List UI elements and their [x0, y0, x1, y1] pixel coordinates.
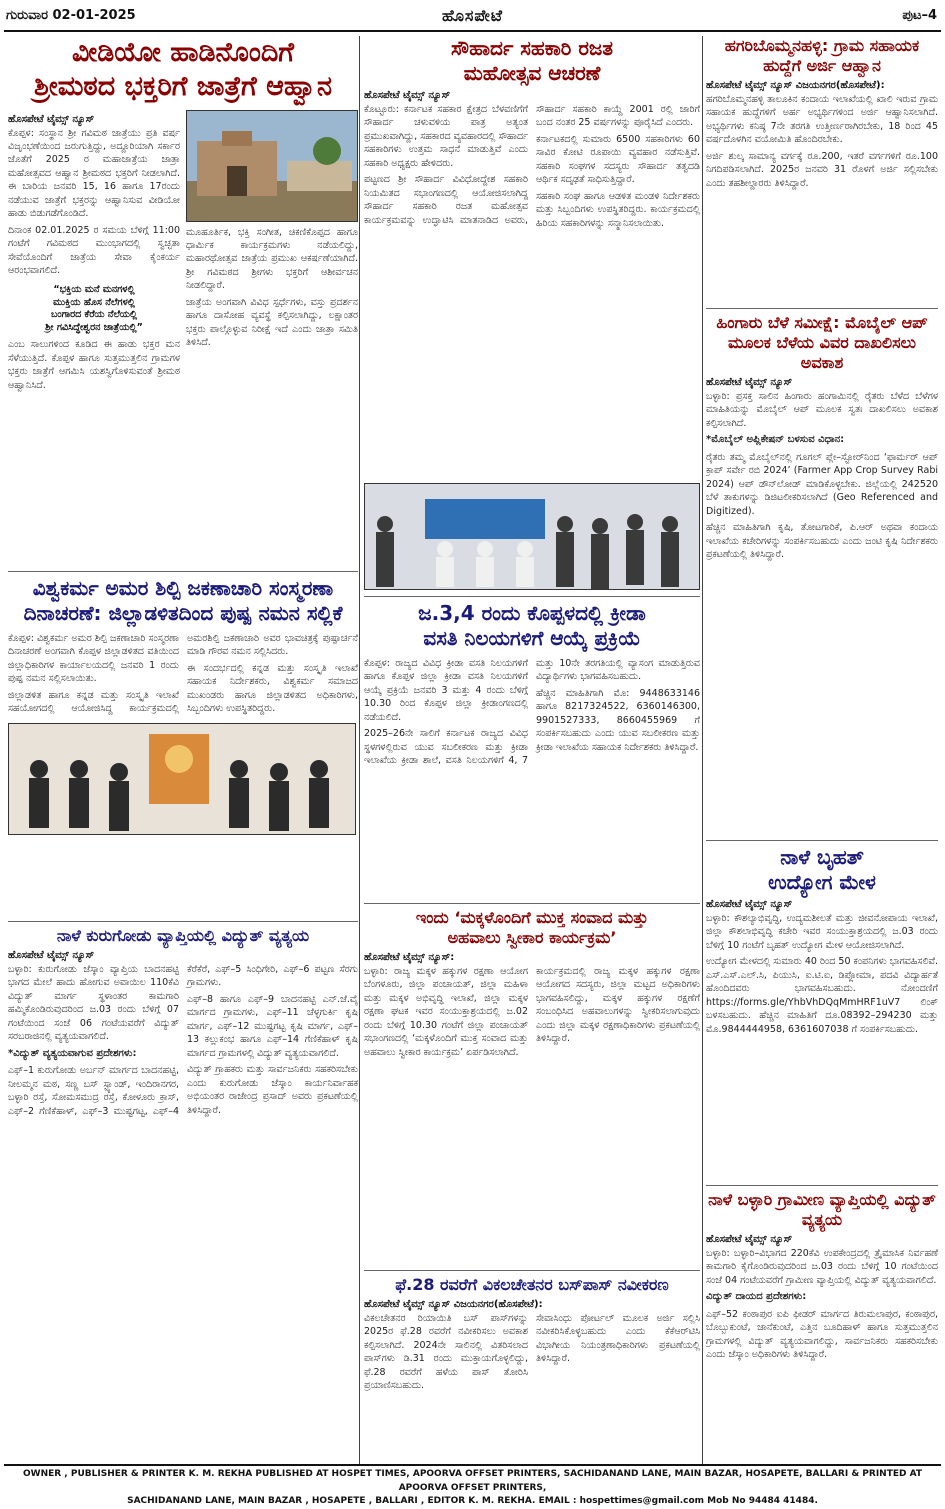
story-sports-hostel — [364, 601, 700, 904]
byline: ಹೊಸಪೇಟೆ ಟೈಮ್ಸ್ ನ್ಯೂಸ್ — [8, 113, 95, 125]
paragraph: ಕರ್ನಾಟಕದಲ್ಲಿ ಸುಮಾರು 6500 ಸಹಕಾರಿಗಳು 60 ಸಾವಿರ ಕೋಟಿ ರೂಪಾಯಿ ವ್ಯವಹಾರ ನಡೆಸುತ್ತಿವೆ. ಸಹಕಾರಿ ಸಂಘಗಳ ಸದಸ್ಯರು ಸೌಹಾರ್ದ ತತ್ವದಡಿ ಆರ್ಥಿಕ ಸದೃಢತೆ ಸಾಧಿಸುತ್ತಿದ್ದಾರೆ. — [536, 133, 700, 186]
paragraph: ವಿಕಲಚೇತನರ ರಿಯಾಯಿತಿ ಬಸ್ ಪಾಸ್‌ಗಳನ್ನು 2025ರ ಫೆ.28 ರವರೆಗೆ ನವೀಕರಿಸಲು ಅವಕಾಶ ಕಲ್ಪಿಸಲಾಗಿದೆ. 2024ನೇ ಸಾಲಿನಲ್ಲಿ ವಿತರಿಸಲಾದ ಪಾಸ್‌ಗಳು ಡಿ.31 ರಂದು ಮುಕ್ತಾಯಗೊಳ್ಳಲಿದ್ದು, ಫೆ.28 ರವರೆಗೆ ಹಳೆಯ ಪಾಸ್ ತೋರಿಸಿ ಪ್ರಯಾಣಿಸಬಹುದು. — [364, 1313, 528, 1392]
article-body — [364, 1312, 700, 1393]
story-video-song — [8, 36, 358, 572]
byline: ಹೊಸಪೇಟೆ ಟೈಮ್ಸ್ ನ್ಯೂಸ್ — [8, 950, 95, 961]
story-crop-survey — [706, 313, 938, 841]
paragraph: ಬಳ್ಳಾರಿ: ಕೌಶಲ್ಯಾಭಿವೃದ್ಧಿ, ಉದ್ಯಮಶೀಲತೆ ಮತ್ತು ಜೀವನೋಪಾಯ ಇಲಾಖೆ, ಜಿಲ್ಲಾ ಕೌಶಲಾಭಿವೃದ್ಧಿ ಕಚೇರಿ ಇವರ ಸಂಯುಕ್ತಾಶ್ರಯದಲ್ಲಿ ಜ.03 ರಂದು ಬೆಳಿಗ್ಗೆ 10 ಗಂಟೆಗೆ ಬೃಹತ್ ಉದ್ಯೋಗ ಮೇಳ ಆಯೋಜಿಸಲಾಗಿದೆ. — [706, 913, 938, 951]
byline: ಹೊಸಪೇಟೆ ಟೈಮ್ಸ್ ನ್ಯೂಸ್ ವಿಜಯನಗರ(ಹೊಸಪೇಟೆ): — [364, 1299, 543, 1310]
paragraph: ಜಿಲ್ಲಾಡಳಿತ ಹಾಗೂ ಕನ್ನಡ ಮತ್ತು ಸಂಸ್ಕೃತಿ ಇಲಾಖೆ ಸಹಯೋಗದಲ್ಲಿ ಆಯೋಜಿಸಿದ್ದ ಕಾರ್ಯಕ್ರಮದಲ್ಲಿ ಅಮರಶಿಲ್ಪಿ ಜಕಣಾಚಾರಿ ಅವರ ಭಾವಚಿತ್ರಕ್ಕೆ ಪುಷ್ಪಾರ್ಚನೆ ಮಾಡಿ ಗೌರವ ನಮನ ಸಲ್ಲಿಸಿದರು. — [8, 633, 358, 715]
column-divider — [359, 36, 360, 1464]
paragraph: ಈ ಸಂದರ್ಭದಲ್ಲಿ ಕನ್ನಡ ಮತ್ತು ಸಂಸ್ಕೃತಿ ಇಲಾಖೆ ಸಹಾಯಕ ನಿರ್ದೇಶಕರು, ವಿಶ್ವಕರ್ಮ ಸಮಾಜದ ಮುಖಂಡರು ಹಾಗೂ ಜಿಲ್ಲಾಡಳಿತದ ಅಧಿಕಾರಿಗಳು, ಸಿಬ್ಬಂದಿಗಳು ಉಪಸ್ಥಿತರಿದ್ದರು. — [187, 662, 358, 715]
paragraph: ಬಳ್ಳಾರಿ: ಬಳ್ಳಾರಿ–ವಿಭಾಗದ 220ಕೆವಿ ಉಪಕೇಂದ್ರದಲ್ಲಿ ತ್ರೈಮಾಸಿಕ ನಿರ್ವಹಣೆ ಕಾಮಗಾರಿ ಕೈಗೊಂಡಿರುವುದರಿಂದ ಜ.03 ರಂದು ಬೆಳಿಗ್ಗೆ 10 ಗಂಟೆಯಿಂದ ಸಂಜೆ 04 ಗಂಟೆಯವರೆಗೆ ಗ್ರಾಮೀಣ ವ್ಯಾಪ್ತಿಯಲ್ಲಿ ವಿದ್ಯುತ್ ವ್ಯತ್ಯಯವಾಗಲಿದೆ. — [706, 1248, 938, 1286]
paragraph: ರೈತರು ತಮ್ಮ ಮೊಬೈಲ್‌ನಲ್ಲಿ ಗೂಗಲ್ ಪ್ಲೇ–ಸ್ಟೋರ್‌ನಿಂದ ‘ಫಾರ್ಮರ್ ಆಪ್ ಕ್ರಾಪ್ ಸರ್ವೇ ರಬಿ 2024’ (Farmer App Crop Survey Rabi 2024) ಆಪ್ ಡೌನ್‌ಲೋಡ್ ಮಾಡಿಕೊಳ್ಳಬೇಕು. ಜಿಲ್ಲೆಯಲ್ಲಿ 242520 ಬೆಳೆ ತಾಕುಗಳನ್ನು ಡಿಜಿಟಲೀಕರಿಸಲಾಗಿದೆ (Geo Referenced and Digitized). — [706, 451, 938, 517]
article-body — [706, 1247, 938, 1365]
lyric-line: ಶ್ರೀ ಗವಿಸಿದ್ಧೇಶ್ವರನ ಜಾತ್ರೆಯಲ್ಲಿ” — [45, 322, 143, 334]
subheading: ವಿದ್ಯುತ್ ದಾಯದ ಪ್ರದೇಶಗಳು: — [706, 1291, 807, 1303]
paragraph: ಸಹಕಾರಿ ಸಂಘ ಹಾಗೂ ಆಡಳಿತ ಮಂಡಳಿ ನಿರ್ದೇಶಕರು ಮತ್ತು ಸಿಬ್ಬಂದಿಗಳು ಉಪಸ್ಥಿತರಿದ್ದರು. ಕಾರ್ಯಕ್ರಮದಲ್ಲಿ ಹಿರಿಯ ಸಹಕಾರಿಗಳನ್ನು ಸನ್ಮಾನಿಸಲಾಯಿತು. — [536, 190, 700, 229]
lyric-line: “ಭಕ್ತಿಯ ಮನೆ ಮನಗಳಲ್ಲಿ — [53, 283, 135, 295]
paragraph: ಬಳ್ಳಾರಿ: ಕುರುಗೋಡು ಜೆಸ್ಕಾಂ ವ್ಯಾಪ್ತಿಯ ಬಾದನಹಟ್ಟಿ ಭಾಗದ ಮೇಲೆ ಹಾದು ಹೋಗುವ ಅವಾಯಿಲ 110ಕೆವಿ ವಿದ್ಯುತ್ ಮಾರ್ಗ ಸ್ಥಳಾಂತರ ಕಾಮಗಾರಿ ಹಮ್ಮಿಕೊಂಡಿರುವುದರಿಂದ ಜ.03 ರಂದು ಬೆಳಿಗ್ಗೆ 07 ಗಂಟೆಯಿಂದ ಸಂಜೆ 06 ಗಂಟೆಯವರೆಗೆ ವಿದ್ಯುತ್ ಸರಬರಾಜಿನಲ್ಲಿ ವ್ಯತ್ಯಯವಾಗಲಿದೆ. — [8, 964, 179, 1043]
paragraph: ಕಾರ್ಯಕ್ರಮದಲ್ಲಿ ರಾಜ್ಯ ಮಕ್ಕಳ ಹಕ್ಕುಗಳ ರಕ್ಷಣಾ ಆಯೋಗದ ಸದಸ್ಯರು, ಜಿಲ್ಲಾ ಮಟ್ಟದ ಅಧಿಕಾರಿಗಳು ಭಾಗವಹಿಸಲಿದ್ದು, ಮಕ್ಕಳ ಹಕ್ಕುಗಳ ರಕ್ಷಣೆಗೆ ಸಂಬಂಧಿಸಿದ ಅಹವಾಲುಗಳನ್ನು ಸ್ವೀಕರಿಸಲಾಗುವುದು ಎಂದು ಜಿಲ್ಲಾ ಮಕ್ಕಳ ರಕ್ಷಣಾಧಿಕಾರಿಗಳು ಪ್ರಕಟಣೆಯಲ್ಲಿ ತಿಳಿಸಿದ್ದಾರೆ. — [536, 966, 700, 1045]
article-body — [364, 657, 700, 768]
paragraph: ಎಫ್–52 ಕಂಠಾಪುರ ಐಪಿ ಫೀಡರ್ ಮಾರ್ಗದ ತಿರುಮಲಾಪುರ, ಕಂಠಾಪುರ, ಬೊಬ್ಬುಕುಂಟೆ, ಜಾನೆಕುಂಟೆ, ಎತ್ತಿನ ಬೂದಿಹಾಳ್ ಹಾಗೂ ಸುತ್ತಮುತ್ತಲಿನ ಗ್ರಾಮಗಳಲ್ಲಿ ವಿದ್ಯುತ್ ವ್ಯತ್ಯಯವಾಗಲಿದ್ದು, ಸಾರ್ವಜನಿಕರು ಸಹಕರಿಸಬೇಕು ಎಂದು ಜೆಸ್ಕಾಂ ಅಧಿಕಾರಿಗಳು ತಿಳಿಸಿದ್ದಾರೆ. — [706, 1308, 938, 1361]
headline: ಅಹವಾಲು ಸ್ವೀಕಾರ ಕಾರ್ಯಕ್ರಮ’ — [447, 928, 617, 947]
temple-gate-photo — [186, 110, 358, 222]
article-body — [8, 632, 358, 717]
imprint-footer — [4, 1464, 941, 1506]
paragraph: 2025–26ನೇ ಸಾಲಿಗೆ ಕರ್ನಾಟಕ ರಾಜ್ಯದ ವಿವಿಧ ಸ್ಥಳಗಳಲ್ಲಿರುವ ಯುವ ಸಬಲೀಕರಣ ಮತ್ತು ಕ್ರೀಡಾ ಇಲಾಖೆಯ ಕ್ರೀಡಾ ಶಾಲೆ, ವಸತಿ ನಿಲಯಗಳಿಗೆ 4, 7 ಮತ್ತು 10ನೇ ತರಗತಿಯಲ್ಲಿ ವ್ಯಾಸಂಗ ಮಾಡುತ್ತಿರುವ ವಿದ್ಯಾರ್ಥಿಗಳು ಭಾಗವಹಿಸಬಹುದು. — [364, 658, 700, 767]
song-lyrics — [8, 284, 180, 335]
imprint-line: SACHIDANAND LANE, MAIN BAZAR , HOSAPETE , BALLARI , EDITOR K. M. REKHA. EMAIL : hospettimes@gmail.com Mob No 94484 41484. — [127, 1496, 818, 1506]
paragraph: ಹೆಚ್ಚಿನ ಮಾಹಿತಿಗಾಗಿ ಮೊ: 9448633146 ಹಾಗೂ 8217324522, 6360146300, 9901527333, 8660455969 ಗೆ ಸಂಪರ್ಕಿಸಬಹುದು ಎಂದು ಯುವ ಸಬಲೀಕರಣ ಮತ್ತು ಕ್ರೀಡಾ ಇಲಾಖೆಯ ಸಹಾಯಕ ನಿರ್ದೇಶಕರು ತಿಳಿಸಿದ್ದಾರೆ. — [536, 687, 700, 753]
paragraph: ಹಗರಿಬೊಮ್ಮನಹಳ್ಳಿ ತಾಲೂಕಿನ ಕಂದಾಯ ಇಲಾಖೆಯಲ್ಲಿ ಖಾಲಿ ಇರುವ ಗ್ರಾಮ ಸಹಾಯಕ ಹುದ್ದೆಗಳಿಗೆ ಅರ್ಹ ಅಭ್ಯರ್ಥಿಗಳಿಂದ ಅರ್ಜಿ ಆಹ್ವಾನಿಸಲಾಗಿದೆ. ಅಭ್ಯರ್ಥಿಗಳು ಕನಿಷ್ಠ 7ನೇ ತರಗತಿ ಉತ್ತೀರ್ಣರಾಗಿರಬೇಕು, 18 ರಿಂದ 45 ವರ್ಷದೊಳಗಿನ ವಯೋಮಿತಿ ಹೊಂದಿರಬೇಕು. — [706, 94, 938, 146]
paragraph: ದಿನಾಂಕ 02.01.2025 ರ ಸಮಯ ಬೆಳಿಗ್ಗೆ 11:00 ಗಂಟೆಗೆ ಗವಿಮಠದ ಮುಂಭಾಗದಲ್ಲಿ ಸ್ವಚ್ಛತಾ ಸೇವೆಯೊಂದಿಗೆ ಜಾತ್ರೆಯ ಸೇವಾ ಕೈಂಕರ್ಯ ಆರಂಭವಾಗಲಿದೆ. — [8, 224, 180, 277]
headline: ವಸತಿ ನಿಲಯಗಳಿಗೆ ಆಯ್ಕೆ ಪ್ರಕ್ರಿಯೆ — [423, 626, 641, 650]
article-body — [364, 965, 700, 1059]
article-body — [8, 127, 180, 281]
column-center — [364, 36, 700, 1460]
paragraph: ಎಂಬ ಸಾಲುಗಳಿಂದ ಕೂಡಿದ ಈ ಹಾಡು ಭಕ್ತರ ಮನ ಸೆಳೆಯುತ್ತಿದೆ. ಕೊಪ್ಪಳ ಹಾಗೂ ಸುತ್ತಮುತ್ತಲಿನ ಗ್ರಾಮಗಳ ಭಕ್ತರು ಜಾತ್ರೆಗೆ ಆಗಮಿಸಿ ಯಶಸ್ವಿಗೊಳಿಸುವಂತೆ ಶ್ರೀಮಠ ಆಹ್ವಾನಿಸಿದೆ. — [8, 339, 180, 391]
paragraph: ಉದ್ಯೋಗ ಮೇಳದಲ್ಲಿ ಸುಮಾರು 40 ರಿಂದ 50 ಕಂಪನಿಗಳು ಭಾಗವಹಿಸಲಿವೆ. ಎಸ್.ಎಸ್.ಎಲ್.ಸಿ, ಪಿಯುಸಿ, ಐ.ಟಿ.ಐ, ಡಿಪ್ಲೋಮಾ, ಪದವಿ ವಿದ್ಯಾರ್ಹತೆ ಹೊಂದಿದವರು ಭಾಗವಹಿಸಬಹುದು. ನೋಂದಣಿಗೆ https://forms.gle/YhbVhDQqMmHRF1uV7 ಲಿಂಕ್ ಬಳಸಬಹುದು. ಹೆಚ್ಚಿನ ಮಾಹಿತಿಗೆ ದೂ.08392–294230 ಮತ್ತು ಮೊ.9844444958, 6361607038 ಗೆ ಸಂಪರ್ಕಿಸಬಹುದು. — [706, 956, 938, 1035]
byline: ಹೊಸಪೇಟೆ ಟೈಮ್ಸ್ ನ್ಯೂಸ್ — [706, 377, 793, 388]
paragraph: ಎಫ್–8 ಹಾಗೂ ಎಫ್–9 ಬಾದನಹಟ್ಟಿ ಎನ್.ಜೆ.ವೈ ಮಾರ್ಗದ ಗ್ರಾಮಗಳು, ಎಫ್–11 ಚೆಳ್ಳಗುರ್ಕಿ ಕೃಷಿ ಮಾರ್ಗ, ಎಫ್–12 ಮುಷ್ಟಗಟ್ಟ ಕೃಷಿ ಮಾರ್ಗ, ಎಫ್–13 ಕಲ್ಲುಕಂಭ ಹಾಗೂ ಎಫ್–14 ಗೆಣಿಕೆಹಾಳ್ ಕೃಷಿ ಮಾರ್ಗದ ಗ್ರಾಮಗಳಲ್ಲಿ ವಿದ್ಯುತ್ ವ್ಯತ್ಯಯವಾಗಲಿದೆ. — [187, 993, 358, 1059]
article-body — [706, 912, 938, 1039]
headline: ಮಹೋತ್ಸವ ಆಚರಣೆ — [463, 61, 601, 85]
headline: ನಾಳೆ ಬಳ್ಳಾರಿ ಗ್ರಾಮೀಣ ವ್ಯಾಪ್ತಿಯಲ್ಲಿ ವಿದ್ಯುತ್ ವ್ಯತ್ಯಯ — [708, 1190, 936, 1229]
paragraph: ಬಳ್ಳಾರಿ: ಪ್ರಸಕ್ತ ಸಾಲಿನ ಹಿಂಗಾರು ಹಂಗಾಮಿನಲ್ಲಿ ರೈತರು ಬೆಳೆದ ಬೆಳೆಗಳ ಮಾಹಿತಿಯನ್ನು ಮೊಬೈಲ್ ಆಪ್ ಮೂಲಕ ಸ್ವತಃ ದಾಖಲಿಸಲು ಅವಕಾಶ ಕಲ್ಪಿಸಲಾಗಿದೆ. — [706, 391, 938, 429]
story-children-dialogue — [364, 908, 700, 1271]
article-body — [364, 103, 700, 230]
article-body — [706, 390, 938, 565]
story-kurugodu-power — [8, 926, 358, 1460]
article-body — [706, 93, 938, 193]
masthead — [4, 6, 941, 32]
byline: ಹೊಸಪೇಟೆ ಟೈಮ್ಸ್ ನ್ಯೂಸ್ — [706, 899, 793, 910]
issue-date: ಗುರುವಾರ 02-01-2025 — [6, 8, 136, 23]
paper-name: ಹೊಸಪೇಟೆ — [441, 6, 504, 25]
paragraph: ಕೊಪ್ಪಳ: ಸಂಸ್ಥಾನ ಶ್ರೀ ಗವಿಮಠ ಜಾತ್ರೆಯು ಪ್ರತಿ ವರ್ಷ ವಿಜೃಂಭಣೆಯಿಂದ ಜರುಗುತ್ತಿದ್ದು, ಅದ್ದೂರಿಯಾಗಿ ಸರ್ಕಾರ ಜೊತೆಗೆ 2025 ರ ಮಹಾಜಾತ್ರೆಯ ಜಾತ್ರಾ ಮಹೋತ್ಸವದ ಆಹ್ವಾನ ಶ್ರೀಮಠದ ಭಕ್ತರಿಗೆ ನೀಡಲಾಗಿದೆ. ಈ ಬಾರಿಯ ಜನವರಿ 15, 16 ಹಾಗೂ 17ರಂದು ನಡೆಯುವ ಜಾತ್ರೆಗೆ ಭಕ್ತರನ್ನು ಆಹ್ವಾನಿಸುವ ವೀಡಿಯೋ ಹಾಡು ಬಿಡುಗಡೆಗೊಂಡಿದೆ. — [8, 127, 180, 220]
paragraph: ಹೆಚ್ಚಿನ ಮಾಹಿತಿಗಾಗಿ ಕೃಷಿ, ತೋಟಗಾರಿಕೆ, ಪಿ.ಆರ್ ಅಥವಾ ಕಂದಾಯ ಇಲಾಖೆಯ ಕಚೇರಿಗಳನ್ನು ಸಂಪರ್ಕಿಸಬಹುದು ಎಂದು ಜಂಟಿ ಕೃಷಿ ನಿರ್ದೇಶಕರು ಪ್ರಕಟಣೆಯಲ್ಲಿ ತಿಳಿಸಿದ್ದಾರೆ. — [706, 522, 938, 561]
event-group-photo — [364, 483, 700, 590]
column-right — [706, 36, 938, 1460]
group-photo — [8, 723, 356, 835]
story-souharda — [364, 36, 700, 597]
story-vishwakarma — [8, 576, 358, 922]
headline: ಹಿಂಗಾರು ಬೆಳೆ ಸಮೀಕ್ಷೆ: ಮೊಬೈಲ್ ಆಪ್ ಮೂಲಕ ಬೆಳೆಯ ವಿವರ ದಾಖಲಿಸಲು ಅವಕಾಶ — [716, 313, 928, 372]
paragraph: ಕೊಪ್ಪಳ: ವಿಶ್ವಕರ್ಮ ಅಮರ ಶಿಲ್ಪಿ ಜಕಣಾಚಾರಿ ಸಂಸ್ಮರಣಾ ದಿನಾಚರಣೆ ಅಂಗವಾಗಿ ಕೊಪ್ಪಳ ಜಿಲ್ಲಾಡಳಿತದ ವತಿಯಿಂದ ಜಿಲ್ಲಾಧಿಕಾರಿಗಳ ಕಾರ್ಯಾಲಯದಲ್ಲಿ ಜನವರಿ 1 ರಂದು ಪುಷ್ಪ ನಮನ ಸಲ್ಲಿಸಲಾಯಿತು. — [8, 633, 179, 685]
story-village-assistant — [706, 36, 938, 309]
article-body — [186, 226, 358, 353]
story-job-fair — [706, 845, 938, 1186]
byline: ಹೊಸಪೇಟೆ ಟೈಮ್ಸ್ ನ್ಯೂಸ್ — [706, 1234, 793, 1245]
lyric-line: ಮುಕ್ತಿಯ ಹೊಸ ನೆಲೆಗಳಲ್ಲಿ — [53, 296, 135, 308]
headline: ವಿಶ್ವಕರ್ಮ ಅಮರ ಶಿಲ್ಪಿ ಜಕಣಾಚಾರಿ ಸಂಸ್ಮರಣಾ — [32, 576, 334, 600]
paragraph: ಜಾತ್ರೆಯ ಅಂಗವಾಗಿ ವಿವಿಧ ಸ್ಪರ್ಧೆಗಳು, ವಸ್ತು ಪ್ರದರ್ಶನ ಹಾಗೂ ದಾಸೋಹ ವ್ಯವಸ್ಥೆ ಕಲ್ಪಿಸಲಾಗಿದ್ದು, ಲಕ್ಷಾಂತರ ಭಕ್ತರು ಪಾಲ್ಗೊಳ್ಳುವ ನಿರೀಕ್ಷೆ ಇದೆ ಎಂದು ಜಾತ್ರಾ ಸಮಿತಿ ತಿಳಿಸಿದೆ. — [186, 296, 358, 349]
headline: ವೀಡಿಯೋ ಹಾಡಿನೊಂದಿಗೆ — [72, 37, 294, 68]
paragraph: ಕೊಟ್ಟೂರು: ಕರ್ನಾಟಕ ಸಹಕಾರ ಕ್ಷೇತ್ರದ ಬೆಳವಣಿಗೆಗೆ ಸೌಹಾರ್ದ ಚಳುವಳಿಯ ಪಾತ್ರ ಅತ್ಯಂತ ಪ್ರಮುಖವಾಗಿದ್ದು, ಸಹಕಾರದ ವ್ಯವಹಾರದಲ್ಲಿ ಸೌಹಾರ್ದ ಸಹಕಾರಿಗಳು ಉತ್ತಮ ಸಾಧನೆ ಮಾಡುತ್ತಿವೆ ಎಂದು ಸಹಕಾರಿ ಅಧ್ಯಕ್ಷರು ಹೇಳಿದರು. — [364, 104, 529, 169]
paragraph: ಕೊಪ್ಪಳ: ರಾಜ್ಯದ ವಿವಿಧ ಕ್ರೀಡಾ ವಸತಿ ನಿಲಯಗಳಿಗೆ ಹಾಗೂ ಕೊಪ್ಪಳ ಜಿಲ್ಲಾ ಕ್ರೀಡಾ ವಸತಿ ನಿಲಯಗಳಿಗೆ ಆಯ್ಕೆ ಪ್ರಕ್ರಿಯೆ ಜನವರಿ 3 ಮತ್ತು 4 ರಂದು ಬೆಳಿಗ್ಗೆ 10.30 ರಿಂದ ಕೊಪ್ಪಳ ಜಿಲ್ಲಾ ಕ್ರೀಡಾಂಗಣದಲ್ಲಿ ನಡೆಯಲಿದೆ. — [364, 658, 528, 723]
byline: ಹೊಸಪೇಟೆ ಟೈಮ್ಸ್ ನ್ಯೂಸ್ ವಿಜಯನಗರ(ಹೊಸಪೇಟೆ): — [706, 80, 885, 91]
column-left — [8, 36, 358, 1460]
page-number: ಪುಟ–4 — [902, 8, 937, 23]
column-divider — [702, 36, 703, 1464]
paragraph: ಮೂಹೂರ್ತಿಕ, ಭಕ್ತಿ ಸಂಗೀತ, ಚಿಕಣಿಕೊಪ್ಪದ ಹಾಗೂ ಧಾರ್ಮಿಕ ಕಾರ್ಯಕ್ರಮಗಳು ನಡೆಯಲಿದ್ದು, ಮಹಾರಥೋತ್ಸವ ಜಾತ್ರೆಯ ಪ್ರಮುಖ ಆಕರ್ಷಣೆಯಾಗಿದೆ. ಶ್ರೀ ಗವಿಮಠದ ಶ್ರೀಗಳು ಭಕ್ತರಿಗೆ ಆಶೀರ್ವಚನ ನೀಡಲಿದ್ದಾರೆ. — [186, 226, 358, 292]
subheading: *ವಿದ್ಯುತ್ ವ್ಯತ್ಯಯವಾಗುವ ಪ್ರದೇಶಗಳು: — [8, 1047, 137, 1059]
headline: ಉದ್ಯೋಗ ಮೇಳ — [768, 870, 876, 894]
subheading: *ಮೊಬೈಲ್ ಅಪ್ಲಿಕೇಷನ್ ಬಳಸುವ ವಿಧಾನ: — [706, 434, 845, 446]
paragraph: ಸೇವಾಸಿಂಧು ಪೋರ್ಟಲ್ ಮೂಲಕ ಅರ್ಜಿ ಸಲ್ಲಿಸಿ ನವೀಕರಿಸಿಕೊಳ್ಳಬಹುದು ಎಂದು ಕೆಕೆಆರ್‌ಟಿಸಿ ವಿಭಾಗೀಯ ನಿಯಂತ್ರಣಾಧಿಕಾರಿಗಳು ಪ್ರಕಟಣೆಯಲ್ಲಿ ತಿಳಿಸಿದ್ದಾರೆ. — [536, 1313, 700, 1365]
headline: ಸೌಹಾರ್ದ ಸಹಕಾರಿ ರಜತ — [451, 36, 613, 60]
article-body — [8, 963, 358, 1119]
paragraph: ಪಟ್ಟಣದ ಶ್ರೀ ಸೌಹಾರ್ದ ವಿವಿಧೋದ್ದೇಶ ಸಹಕಾರಿ ನಿಯಮಿತದ ಸಭಾಂಗಣದಲ್ಲಿ ಆಯೋಜಿಸಲಾಗಿದ್ದ ಸೌಹಾರ್ದ ಸಹಕಾರಿ ರಜತ ಮಹೋತ್ಸವ ಕಾರ್ಯಕ್ರಮವನ್ನು ಉದ್ಘಾಟಿಸಿ ಮಾತನಾಡಿದ ಅವರು, ಸೌಹಾರ್ದ ಸಹಕಾರಿ ಕಾಯ್ದೆ 2001 ರಲ್ಲಿ ಜಾರಿಗೆ ಬಂದ ನಂತರ 25 ವರ್ಷಗಳನ್ನು ಪೂರೈಸಿದೆ ಎಂದರು. — [364, 104, 700, 226]
headline: ನಾಳೆ ಬೃಹತ್ — [780, 845, 864, 869]
paragraph: ವಿದ್ಯುತ್ ಗ್ರಾಹಕರು ಮತ್ತು ಸಾರ್ವಜನಿಕರು ಸಹಕರಿಸಬೇಕು ಎಂದು ಕುರುಗೋಡು ಜೆಸ್ಕಾಂ ಕಾರ್ಯನಿರ್ವಾಹಕ ಅಭಿಯಂತರ ರಾಜೇಂದ್ರ ಪ್ರಸಾದ್ ಅವರು ಪ್ರಕಟಣೆಯಲ್ಲಿ ತಿಳಿಸಿದ್ದಾರೆ. — [187, 1064, 358, 1116]
story-ballari-power — [706, 1190, 938, 1460]
paragraph: ಬಳ್ಳಾರಿ: ರಾಜ್ಯ ಮಕ್ಕಳ ಹಕ್ಕುಗಳ ರಕ್ಷಣಾ ಆಯೋಗ ಬೆಂಗಳೂರು, ಜಿಲ್ಲಾ ಪಂಚಾಯತ್, ಜಿಲ್ಲಾ ಮಹಿಳಾ ಮತ್ತು ಮಕ್ಕಳ ಅಭಿವೃದ್ಧಿ ಇಲಾಖೆ, ಜಿಲ್ಲಾ ಮಕ್ಕಳ ರಕ್ಷಣಾ ಘಟಕ ಇವರ ಸಂಯುಕ್ತಾಶ್ರಯದಲ್ಲಿ ಜ.02 ರಂದು ಬೆಳಿಗ್ಗೆ 10.30 ಗಂಟೆಗೆ ಜಿಲ್ಲಾ ಪಂಚಾಯತ್ ಸಭಾಂಗಣದಲ್ಲಿ ‘ಮಕ್ಕಳೊಂದಿಗೆ ಮುಕ್ತ ಸಂವಾದ ಮತ್ತು ಅಹವಾಲು ಸ್ವೀಕಾರ ಕಾರ್ಯಕ್ರಮ’ ಏರ್ಪಡಿಸಲಾಗಿದೆ. — [364, 966, 528, 1058]
headline: ಫೆ.28 ರವರೆಗೆ ವಿಕಲಚೇತನರ ಬಸ್‌ಪಾಸ್ ನವೀಕರಣ — [395, 1275, 669, 1294]
byline: ಹೊಸಪೇಟೆ ಟೈಮ್ಸ್ ನ್ಯೂಸ್: — [364, 952, 455, 963]
headline: ಶ್ರೀಮಠದ ಭಕ್ತರಿಗೆ ಜಾತ್ರೆಗೆ ಆಹ್ವಾನ — [34, 70, 332, 102]
headline: ಇಂದು ‘ಮಕ್ಕಳೊಂದಿಗೆ ಮುಕ್ತ ಸಂವಾದ ಮತ್ತು — [415, 908, 649, 927]
headline: ಜ.3,4 ರಂದು ಕೊಪ್ಪಳದಲ್ಲಿ ಕ್ರೀಡಾ — [418, 601, 646, 625]
headline: ದಿನಾಚರಣೆ: ಜಿಲ್ಲಾಡಳಿತದಿಂದ ಪುಷ್ಪ ನಮನ ಸಲ್ಲಿಕೆ — [23, 601, 343, 625]
lyric-line: ಬಂಗಾರದ ಕೆರೆಯ ನೆಲೆಯಲ್ಲಿ — [50, 309, 138, 321]
imprint-line: OWNER , PUBLISHER & PRINTER K. M. REKHA PUBLISHED AT HOSPET TIMES, APOORVA OFFSET PRINTERS, SACHIDANAND LANE, MAIN BAZAR, HOSAPETE, BALLARI & PRINTED AT APOORVA OFFSET PRINTERS, — [22, 1469, 923, 1493]
byline: ಹೊಸಪೇಟೆ ಟೈಮ್ಸ್ ನ್ಯೂಸ್ — [364, 90, 451, 101]
paragraph: ಅರ್ಜಿ ಶುಲ್ಕ ಸಾಮಾನ್ಯ ವರ್ಗಕ್ಕೆ ರೂ.200, ಇತರೆ ವರ್ಗಗಳಿಗೆ ರೂ.100 ನಿಗದಿಪಡಿಸಲಾಗಿದೆ. 2025ರ ಜನವರಿ 31 ರೊಳಗೆ ಅರ್ಜಿ ಸಲ್ಲಿಸಬೇಕು ಎಂದು ತಹಶೀಲ್ದಾರರು ತಿಳಿಸಿದ್ದಾರೆ. — [706, 150, 938, 189]
paragraph: ಎಫ್–1 ಕುರುಗೋಡು ಅರ್ಬನ್ ಮಾರ್ಗದ ಬಾದನಹಟ್ಟಿ, ನೀಲಮ್ಮನ ಮಠ, ಸಣ್ಣ ಬಸ್ ಸ್ಟ್ಯಾಂಡ್, ಇಂದಿರಾನಗರ, ಬಳ್ಳಾರಿ ರಸ್ತೆ, ಸೋಮಸಮುದ್ರ ರಸ್ತೆ, ಕೋಳೂರು ಕ್ರಾಸ್, ಎಫ್–2 ಗೆಣಿಕೆಹಾಳ್, ಎಫ್–3 ಮುಷ್ಟಗಟ್ಟ, ಎಫ್–4 ಕೆರೆಕೆರೆ, ಎಫ್–5 ಸಿಂಧಿಗೇರಿ, ಎಫ್–6 ಪಟ್ಟಣ ಸೆರಗು ಗ್ರಾಮಗಳು. — [8, 964, 358, 1117]
headline: ಹಗರಿಬೊಮ್ಮನಹಳ್ಳಿ: ಗ್ರಾಮ ಸಹಾಯಕ ಹುದ್ದೆಗೆ ಅರ್ಜಿ ಆಹ್ವಾನ — [724, 36, 920, 75]
article-body — [8, 338, 180, 395]
story-bus-pass — [364, 1275, 700, 1460]
headline: ನಾಳೆ ಕುರುಗೋಡು ವ್ಯಾಪ್ತಿಯಲ್ಲಿ ವಿದ್ಯುತ್ ವ್ಯತ್ಯಯ — [56, 926, 310, 945]
